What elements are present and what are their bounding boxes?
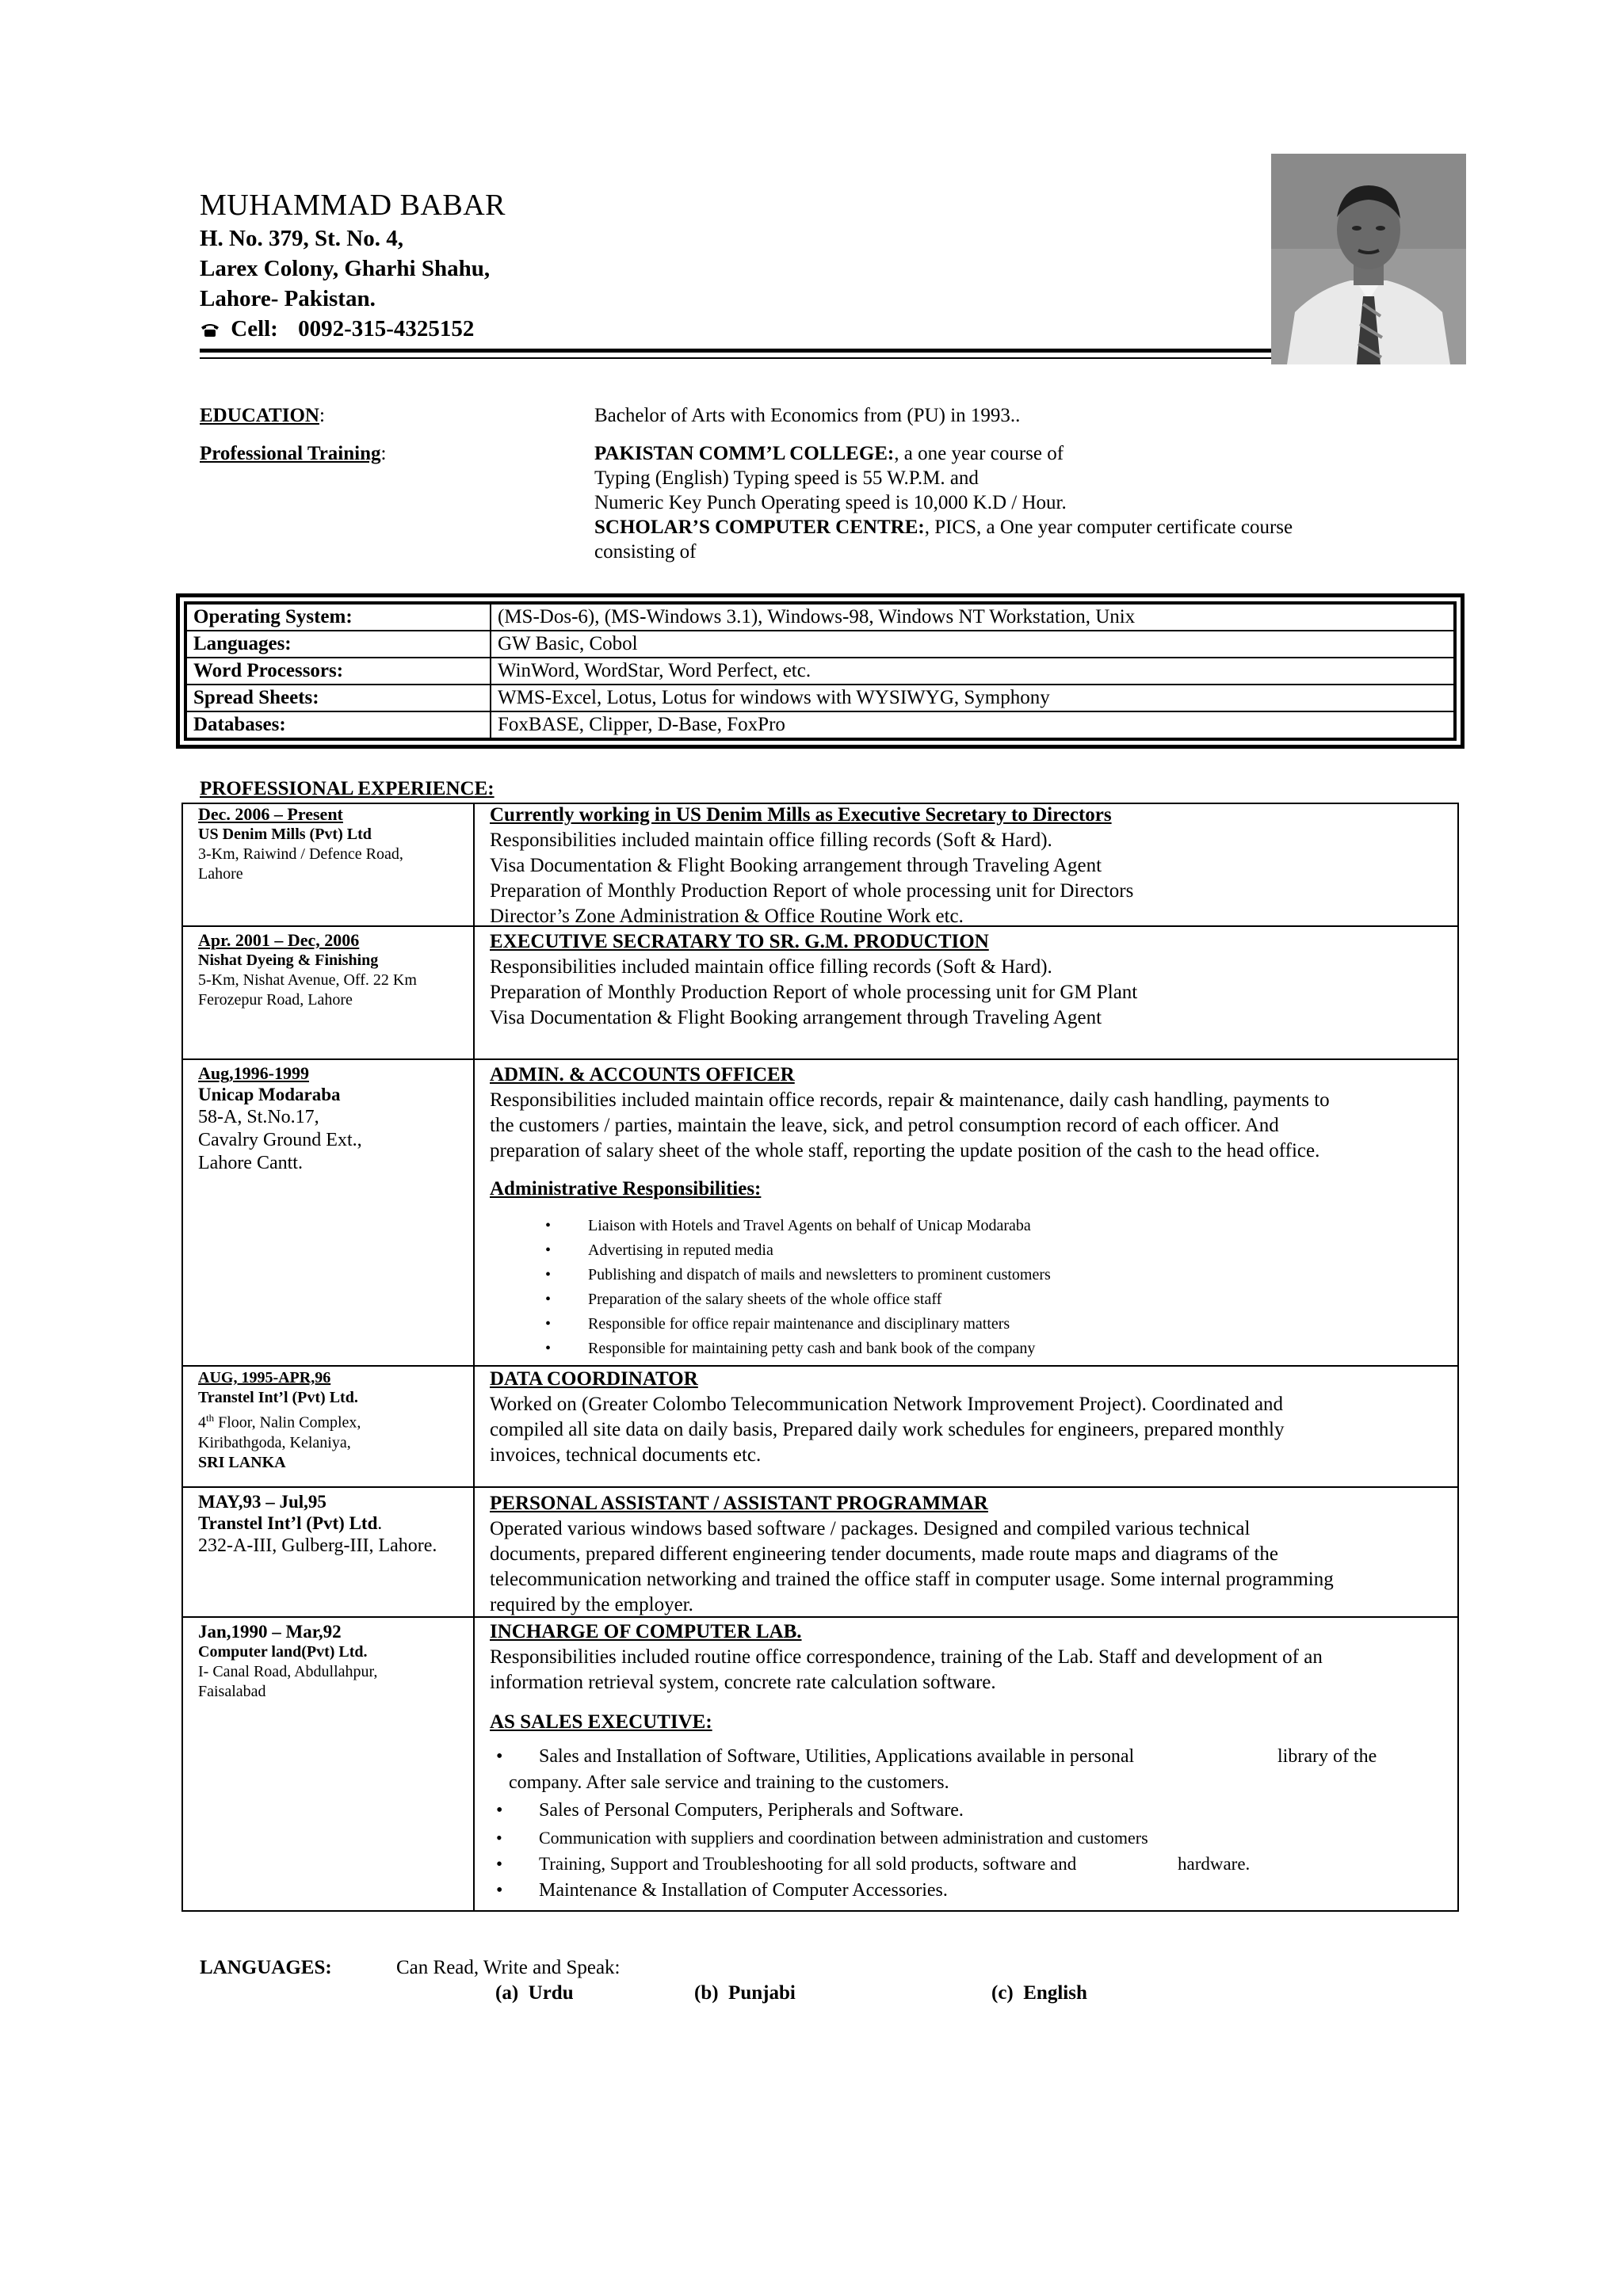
floor-number: 4 <box>198 1413 206 1432</box>
bullet-dot: • <box>545 1291 552 1308</box>
job-address-line: Ferozepur Road, Lahore <box>198 991 353 1009</box>
job-line: invoices, technical documents etc. <box>490 1444 762 1466</box>
floor-rest: Floor, Nalin Complex, <box>214 1413 361 1432</box>
training-line-5: consisting of <box>594 541 697 563</box>
bullet-dot: • <box>545 1340 552 1357</box>
language-urdu: (a) Urdu <box>495 1982 574 2004</box>
job-address-line: Lahore <box>198 865 243 883</box>
experience-column-divider <box>473 803 475 1912</box>
job-line: Worked on (Greater Colombo Telecommunication Network Improvement Project). Coordinated and <box>490 1394 1284 1415</box>
job-address-line: Lahore Cantt. <box>198 1153 303 1173</box>
job-company: US Denim Mills (Pvt) Ltd <box>198 826 372 843</box>
job-date: Dec. 2006 – Present <box>198 804 343 824</box>
bullet-dot: • <box>545 1217 552 1234</box>
skill-key: Databases: <box>187 711 491 738</box>
skill-key: Word Processors: <box>187 658 491 685</box>
education-label-row <box>200 403 325 428</box>
job-address-line: Cavalry Ground Ext., <box>198 1130 362 1150</box>
job-heading: Currently working in US Denim Mills as Executive Secretary to Directors <box>490 804 1112 826</box>
row-divider <box>181 1058 1459 1060</box>
job-line: Preparation of Monthly Production Report of whole processing unit for Directors <box>490 880 1134 902</box>
job-1-left <box>198 804 468 884</box>
row-divider <box>181 1486 1459 1488</box>
job-date: Aug,1996-1999 <box>198 1063 309 1083</box>
job-line: Responsibilities included maintain office filling records (Soft & Hard). <box>490 830 1052 851</box>
job-line: the customers / parties, maintain the leave, sick, and petrol consumption record of each officer. And <box>490 1115 1279 1136</box>
skill-key: Operating System: <box>187 605 491 631</box>
job-line: Director’s Zone Administration & Office Routine Work etc. <box>490 906 964 927</box>
address-block <box>200 223 490 345</box>
education-colon: : <box>319 405 325 426</box>
skills-table <box>187 605 1453 738</box>
skill-key: Languages: <box>187 631 491 658</box>
training-line-3: Numeric Key Punch Operating speed is 10,000 K.D / Hour. <box>594 492 1067 513</box>
job-company: Transtel Int’l (Pvt) Ltd. <box>198 1513 383 1533</box>
phone-icon <box>200 315 225 345</box>
job-line: Operated various windows based software / packages. Designed and compiled various technical <box>490 1518 1251 1539</box>
job-6-left <box>198 1621 468 1702</box>
sales-bullet-list: • Sales and Installation of Software, Utilities, Applications available in personal library of the company. After sale service and training to the customers. • Sales of Personal Computers, Peripherals and Software. • Communication with suppliers and coordination between administration and customers • Training, Support and Troubleshooting for all sold products, software and hardware. • Maintenance & Installation of Computer Accessories. <box>490 1743 1453 1909</box>
bullet-dot: • <box>545 1315 552 1333</box>
job-4-left <box>198 1367 468 1473</box>
job-line: telecommunication networking and trained the office staff in computer usage. Some internal programming <box>490 1569 1334 1590</box>
job-address-line <box>198 1408 468 1433</box>
bullet-dot: • <box>545 1266 552 1283</box>
training-details <box>594 441 1466 564</box>
job-5-right <box>490 1491 1453 1618</box>
training-label-row <box>200 441 386 466</box>
languages-label: LANGUAGES: <box>200 1957 332 1978</box>
skills-row <box>187 658 1453 685</box>
education-label: EDUCATION <box>200 405 319 426</box>
job-company: Nishat Dyeing & Finishing <box>198 952 379 969</box>
job-line: required by the employer. <box>490 1594 693 1615</box>
bullet-dot: • <box>496 1746 503 1767</box>
job-date: AUG, 1995-APR,96 <box>198 1369 331 1386</box>
job-address-line: 232-A-III, Gulberg-III, Lahore. <box>198 1535 437 1556</box>
skills-row <box>187 631 1453 658</box>
job-3-right <box>490 1062 1453 1202</box>
admin-bullet-list: • Liaison with Hotels and Travel Agents on behalf of Unicap Modaraba • Advertising in reputed media • Publishing and dispatch of mails and newsletters to prominent customers • Preparation of the salary sheets of the whole office staff • Responsible for office repair maintenance and disciplinary matters • Responsible for maintaining petty cash and bank book of the company <box>490 1214 1441 1364</box>
bullet-dot: • <box>496 1854 503 1874</box>
job-address-line: Faisalabad <box>198 1683 266 1700</box>
profile-photo <box>1271 154 1466 364</box>
skill-value: WinWord, WordStar, Word Perfect, etc. <box>491 658 1453 685</box>
skills-row <box>187 711 1453 738</box>
bullet-dot: • <box>545 1241 552 1259</box>
language-punjabi: (b) Punjabi <box>694 1982 796 2004</box>
job-address-line: Kiribathgoda, Kelaniya, <box>198 1433 351 1451</box>
job-heading: INCHARGE OF COMPUTER LAB. <box>490 1621 802 1642</box>
college-2-name: SCHOLAR’S COMPUTER CENTRE: <box>594 517 925 538</box>
skills-row <box>187 605 1453 631</box>
job-date: Jan,1990 – Mar,92 <box>198 1622 342 1642</box>
job-line: information retrieval system, concrete rate calculation software. <box>490 1672 996 1693</box>
job-line: Visa Documentation & Flight Booking arrangement through Traveling Agent <box>490 1007 1102 1028</box>
job-4-right <box>490 1367 1449 1468</box>
job-heading: ADMIN. & ACCOUNTS OFFICER <box>490 1064 795 1085</box>
training-line-2: Typing (English) Typing speed is 55 W.P.M. and <box>594 467 979 489</box>
floor-ordinal: th <box>206 1412 215 1424</box>
skill-value: GW Basic, Cobol <box>491 631 1453 658</box>
training-colon: : <box>380 443 387 464</box>
job-line: documents, prepared different engineering tender documents, made route maps and diagrams of the <box>490 1543 1279 1565</box>
header-rule-thick <box>200 349 1271 353</box>
skill-value: WMS-Excel, Lotus, Lotus for windows with WYSIWYG, Symphony <box>491 685 1453 711</box>
job-address-line: 3-Km, Raiwind / Defence Road, <box>198 845 403 863</box>
skills-row <box>187 685 1453 711</box>
job-company: Transtel Int’l (Pvt) Ltd. <box>198 1389 358 1406</box>
job-heading: EXECUTIVE SECRATARY TO SR. G.M. PRODUCTION <box>490 931 989 952</box>
phone-number: 0092-315-4325152 <box>298 316 475 341</box>
job-3-left <box>198 1063 468 1175</box>
applicant-name: MUHAMMAD BABAR <box>200 189 506 222</box>
job-date: Apr. 2001 – Dec, 2006 <box>198 930 360 950</box>
job-line: Visa Documentation & Flight Booking arrangement through Traveling Agent <box>490 855 1102 876</box>
address-line-3: Lahore- Pakistan. <box>200 286 376 311</box>
job-heading: DATA COORDINATOR <box>490 1368 698 1390</box>
college-1-name: PAKISTAN COMM’L COLLEGE: <box>594 443 895 464</box>
job-line: Responsibilities included maintain office filling records (Soft & Hard). <box>490 956 1052 978</box>
job-date: MAY,93 – Jul,95 <box>198 1492 327 1512</box>
bullet-dot: • <box>496 1880 503 1901</box>
skill-value: (MS-Dos-6), (MS-Windows 3.1), Windows-98, Windows NT Workstation, Unix <box>491 605 1453 631</box>
job-address-line: 58-A, St.No.17, <box>198 1107 319 1127</box>
job-company: Computer land(Pvt) Ltd. <box>198 1643 368 1661</box>
education-text: Bachelor of Arts with Economics from (PU) in 1993.. <box>594 405 1021 426</box>
experience-title: PROFESSIONAL EXPERIENCE: <box>200 778 495 799</box>
skill-key: Spread Sheets: <box>187 685 491 711</box>
job-line: compiled all site data on daily basis, Prepared daily work schedules for engineers, prepared monthly <box>490 1419 1285 1440</box>
phone-row <box>200 314 490 345</box>
address-line-1: H. No. 379, St. No. 4, <box>200 226 403 251</box>
training-label: Professional Training <box>200 443 381 464</box>
phone-label: Cell: <box>231 316 278 341</box>
job-line: Responsibilities included maintain office records, repair & maintenance, daily cash handling, payments to <box>490 1089 1330 1111</box>
job-heading: PERSONAL ASSISTANT / ASSISTANT PROGRAMMAR <box>490 1493 988 1514</box>
bullet-dot: • <box>496 1800 503 1821</box>
job-2-left <box>198 930 468 1010</box>
languages-intro: Can Read, Write and Speak: <box>396 1957 621 1978</box>
job-country: SRI LANKA <box>198 1453 286 1471</box>
job-6-right <box>490 1619 1453 1735</box>
college-1-desc: , a one year course of <box>894 443 1064 464</box>
address-line-2: Larex Colony, Gharhi Shahu, <box>200 256 491 281</box>
skill-value: FoxBASE, Clipper, D-Base, FoxPro <box>498 714 785 735</box>
job-2-right <box>490 929 1449 1031</box>
job-subheading: Administrative Responsibilities: <box>490 1178 762 1199</box>
header-rule-thin <box>200 357 1271 359</box>
job-line: Responsibilities included routine office correspondence, training of the Lab. Staff and development of an <box>490 1646 1323 1668</box>
language-english: (c) English <box>991 1982 1087 2004</box>
bullet-dot: • <box>496 1828 502 1848</box>
job-subheading: AS SALES EXECUTIVE: <box>490 1711 712 1733</box>
job-address-line: I- Canal Road, Abdullahpur, <box>198 1663 378 1680</box>
job-line: Preparation of Monthly Production Report of whole processing unit for GM Plant <box>490 982 1138 1003</box>
college-2-desc: , PICS, a One year computer certificate course <box>924 517 1293 538</box>
job-line: preparation of salary sheet of the whole staff, reporting the update position of the cash to the head office. <box>490 1140 1320 1161</box>
job-5-left <box>198 1491 468 1558</box>
job-address-line: 5-Km, Nishat Avenue, Off. 22 Km <box>198 971 417 989</box>
job-1-right <box>490 803 1449 929</box>
job-company: Unicap Modaraba <box>198 1085 341 1104</box>
